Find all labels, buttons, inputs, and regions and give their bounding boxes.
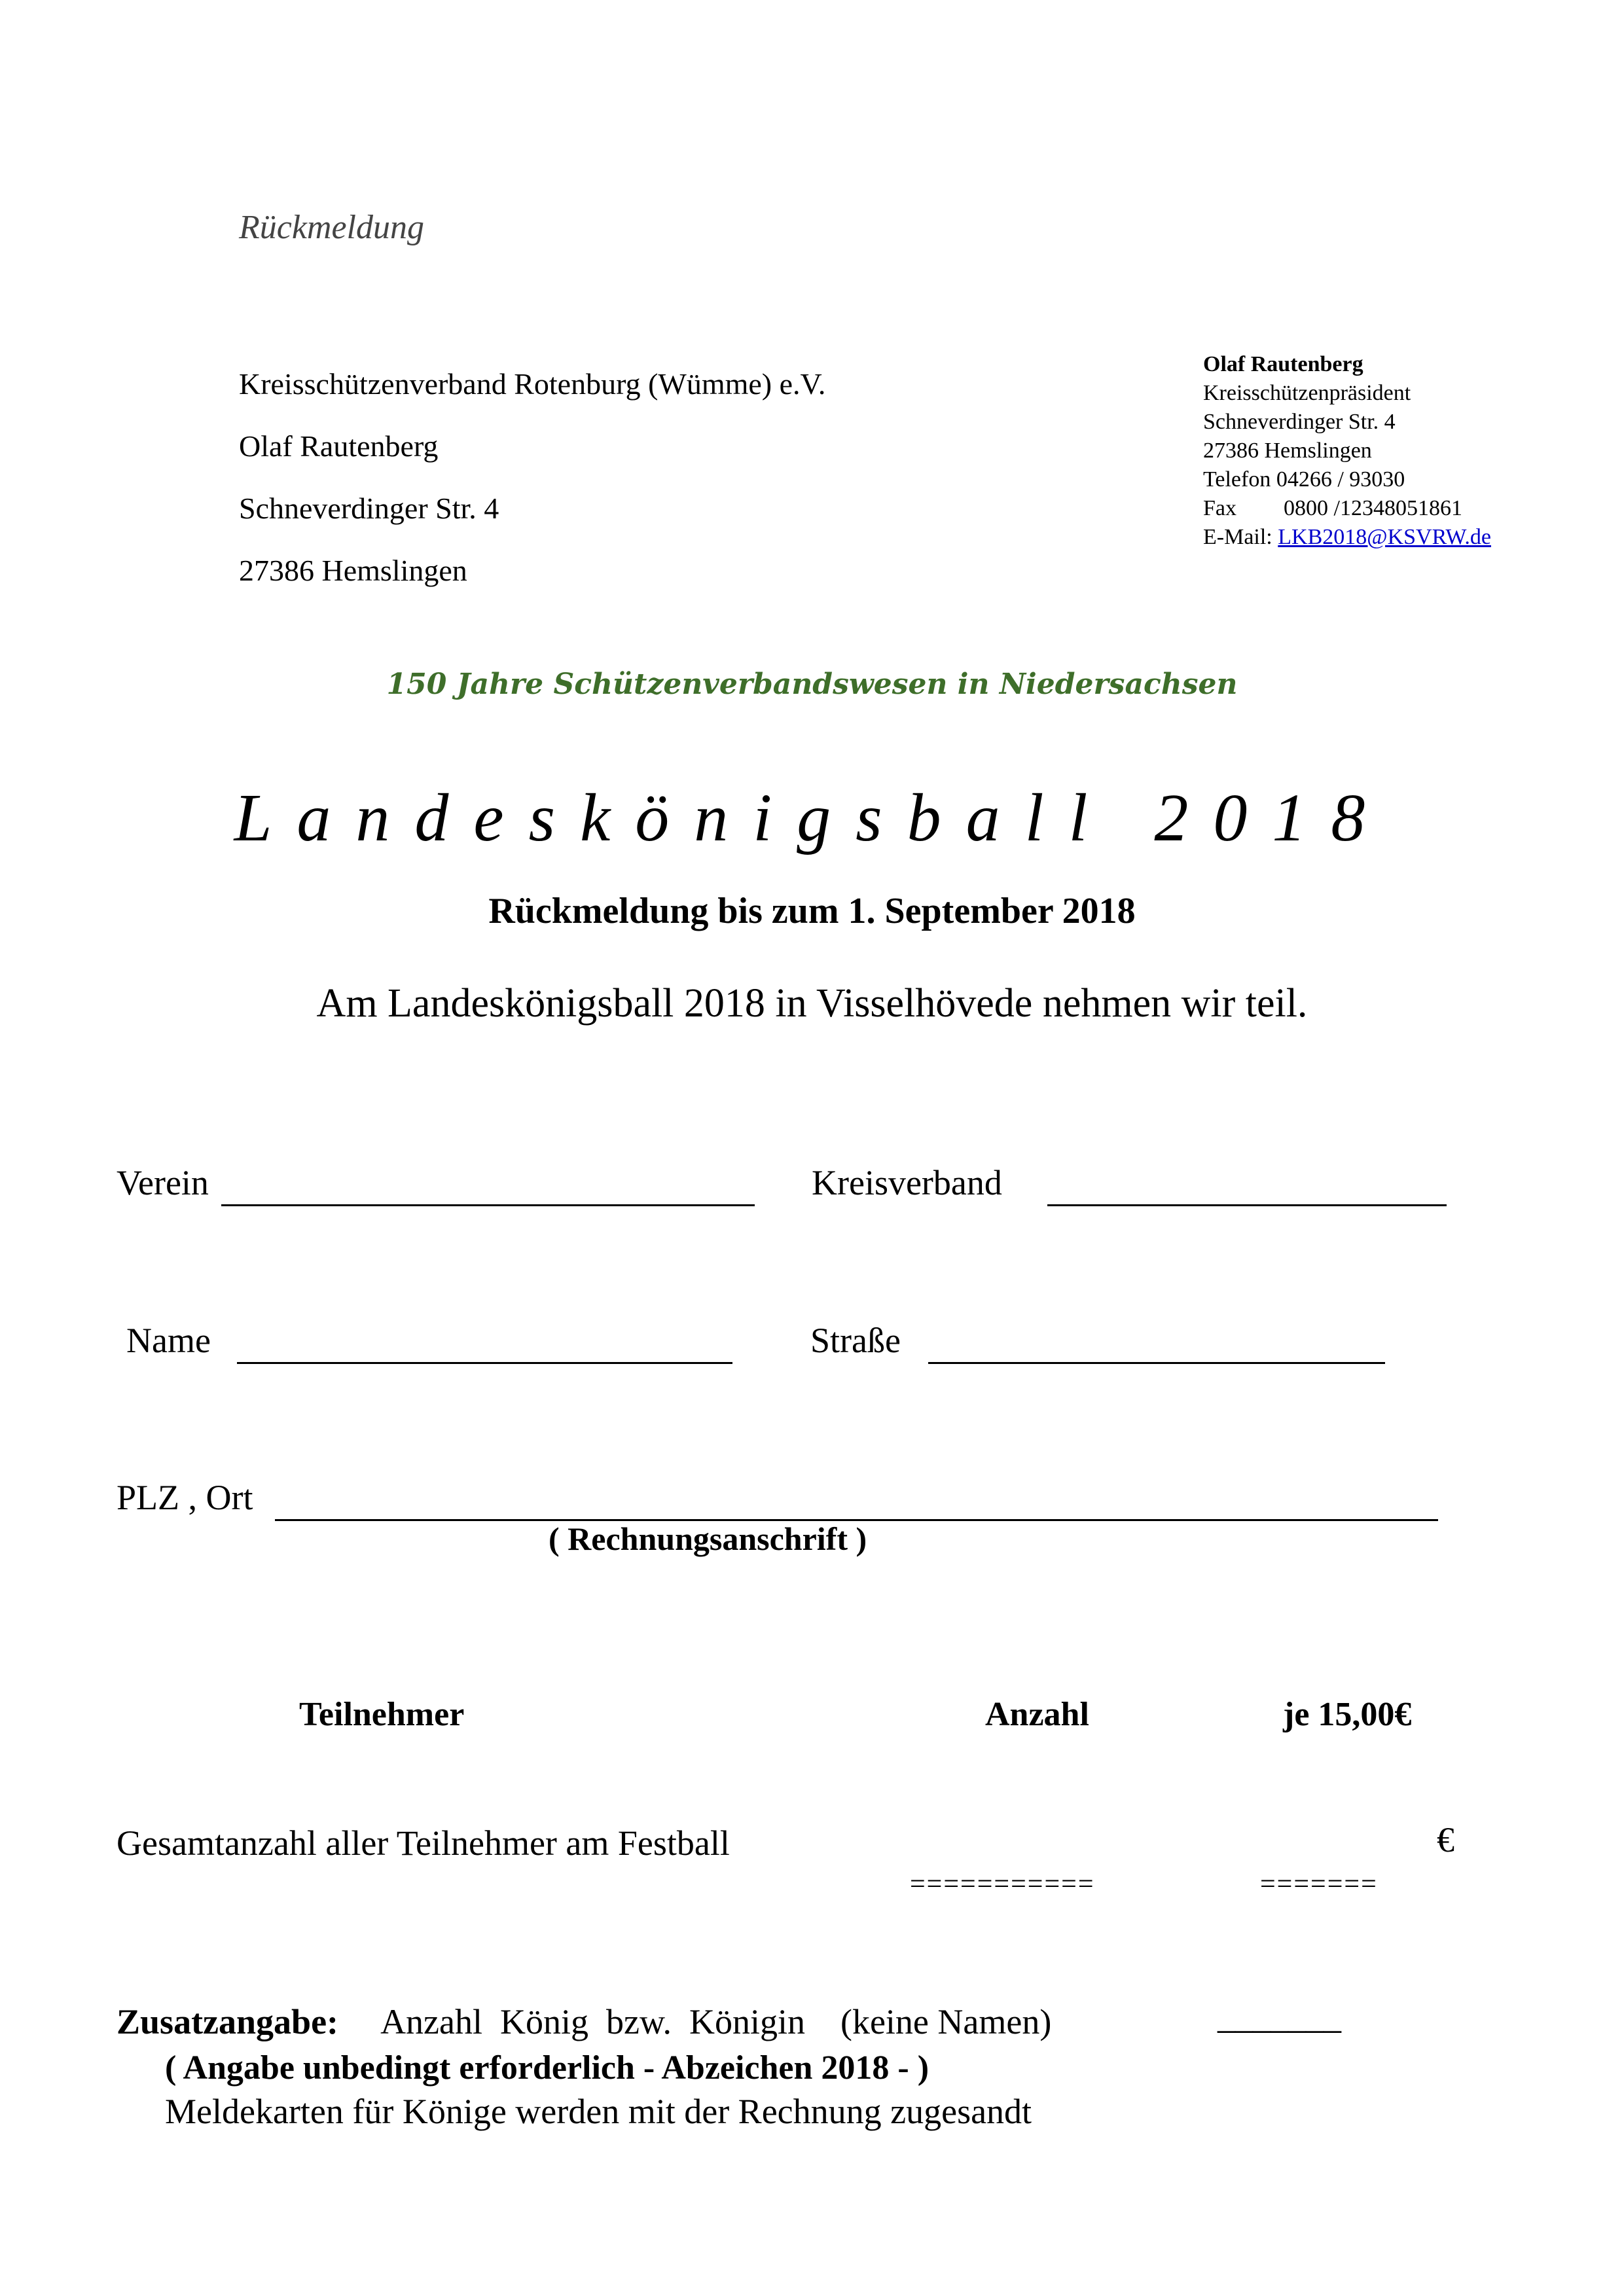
name-label: Name bbox=[126, 1321, 211, 1360]
sender-fax bbox=[1203, 494, 1491, 523]
sender-email bbox=[1203, 523, 1491, 552]
email-label: E-Mail: bbox=[1203, 525, 1272, 549]
recipient-city: 27386 Hemslingen bbox=[239, 554, 467, 587]
required-note: ( Angabe unbedingt erforderlich - Abzeichen 2018 - ) bbox=[165, 2049, 929, 2087]
verein-label: Verein bbox=[117, 1163, 209, 1202]
king-queen-count-field[interactable]: _______ bbox=[1218, 1997, 1341, 2036]
total-participants-label: Gesamtanzahl aller Teilnehmer am Festball bbox=[117, 1823, 730, 1863]
extra-info-label: Zusatzangabe: bbox=[117, 2002, 339, 2041]
document-label: Rückmeldung bbox=[239, 209, 425, 246]
col-price: je 15,00€ bbox=[1283, 1696, 1412, 1733]
jubilee-heading: 150 Jahre Schützenverbandswesen in Niedersachsen bbox=[386, 668, 1238, 701]
strasse-label: Straße bbox=[810, 1321, 901, 1360]
page-title: Landeskönigsball 2018 bbox=[234, 780, 1390, 855]
recipient-org: Kreisschützenverband Rotenburg (Wümme) e.V. bbox=[239, 367, 826, 401]
king-queen-count-label: Anzahl König bzw. Königin (keine Namen) bbox=[380, 2002, 1052, 2041]
fax-number: 0800 /12348051861 bbox=[1284, 496, 1462, 520]
name-field[interactable] bbox=[237, 1362, 732, 1364]
kreisverband-label: Kreisverband bbox=[812, 1163, 1002, 1202]
col-participants: Teilnehmer bbox=[299, 1696, 465, 1733]
invoice-note: Meldekarten für Könige werden mit der Rechnung zugesandt bbox=[165, 2092, 1032, 2131]
sender-street: Schneverdinger Str. 4 bbox=[1203, 410, 1396, 434]
sender-block bbox=[1203, 350, 1491, 552]
participation-statement: Am Landeskönigsball 2018 in Visselhövede nehmen wir teil. bbox=[316, 981, 1308, 1026]
strasse-field[interactable] bbox=[928, 1362, 1385, 1364]
count-total-underline: =========== bbox=[910, 1869, 1095, 1899]
kreisverband-field[interactable] bbox=[1047, 1204, 1447, 1206]
currency-symbol: € bbox=[1437, 1820, 1454, 1859]
plz-ort-label: PLZ , Ort bbox=[117, 1478, 253, 1517]
recipient-street: Schneverdinger Str. 4 bbox=[239, 492, 499, 525]
email-link[interactable]: LKB2018@KSVRW.de bbox=[1278, 525, 1491, 549]
recipient-name: Olaf Rautenberg bbox=[239, 429, 439, 463]
price-total-underline: ======= bbox=[1260, 1869, 1378, 1899]
verein-field[interactable] bbox=[221, 1204, 755, 1206]
deadline-text: Rückmeldung bis zum 1. September 2018 bbox=[488, 891, 1136, 931]
sender-city: 27386 Hemslingen bbox=[1203, 439, 1372, 463]
sender-title: Kreisschützenpräsident bbox=[1203, 381, 1411, 405]
col-count: Anzahl bbox=[985, 1696, 1089, 1733]
billing-address-note: ( Rechnungsanschrift ) bbox=[549, 1520, 867, 1557]
extra-info-row bbox=[117, 2001, 1051, 2042]
sender-phone: Telefon 04266 / 93030 bbox=[1203, 467, 1405, 492]
sender-name: Olaf Rautenberg bbox=[1203, 352, 1363, 376]
fax-label: Fax bbox=[1203, 496, 1236, 520]
